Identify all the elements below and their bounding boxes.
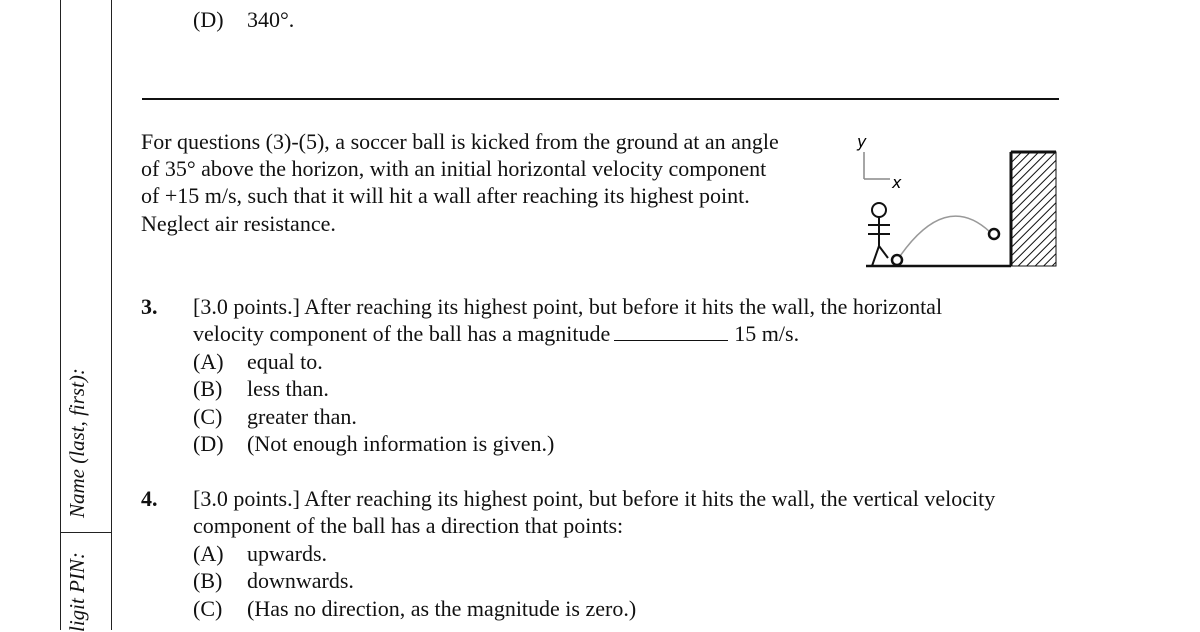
question-4-line-2: component of the ball has a direction that points: [193, 513, 624, 538]
name-pin-sidebar [0, 0, 112, 630]
option-text: upwards. [247, 541, 328, 566]
name-field-label: Name (last, first): [65, 368, 89, 518]
question-4-line-1: [3.0 points.] After reaching its highest point, but before it hits the wall, the vertical velocity [193, 486, 996, 511]
ball-start-icon [892, 255, 902, 265]
q4-option-b [193, 568, 354, 594]
question-3-line-2 [193, 321, 799, 347]
option-text: less than. [247, 376, 329, 401]
q3-option-c [193, 404, 357, 430]
option-letter: (B) [193, 568, 223, 593]
q3-option-b [193, 376, 329, 402]
prev-option-d [193, 7, 294, 33]
question-4-number: 4. [141, 486, 158, 511]
sidebar-separator [60, 532, 112, 533]
section-divider [142, 98, 1059, 100]
wall [1011, 152, 1056, 266]
option-letter: (B) [193, 376, 223, 401]
x-axis-label: x [892, 173, 902, 192]
q3-option-a [193, 349, 323, 375]
intro-line-1: For questions (3)-(5), a soccer ball is kicked from the ground at an angle [141, 129, 779, 154]
q3-option-d [193, 431, 554, 457]
question-3-line-1: [3.0 points.] After reaching its highest point, but before it hits the wall, the horizontal [193, 294, 943, 319]
ball-trajectory [898, 216, 990, 259]
axes-indicator [856, 132, 902, 192]
pin-field-label: ligit PIN: [65, 552, 89, 632]
question-3-number: 3. [141, 294, 158, 319]
sidebar-border-left [60, 0, 61, 630]
option-text: greater than. [247, 404, 357, 429]
question-3-text: velocity component of the ball has a magnitude [193, 321, 611, 346]
option-text: 340°. [247, 7, 295, 32]
option-letter: (C) [193, 596, 223, 621]
soccer-wall-diagram [850, 128, 1060, 273]
intro-line-4: Neglect air resistance. [141, 211, 336, 236]
intro-line-2: of 35° above the horizon, with an initial horizontal velocity component [141, 156, 767, 181]
q4-option-c [193, 596, 636, 622]
option-letter: (D) [193, 7, 224, 32]
option-text: equal to. [247, 349, 323, 374]
question-3-text-end: 15 m/s. [734, 321, 800, 346]
option-letter: (A) [193, 541, 224, 566]
answer-blank [614, 322, 728, 341]
intro-line-3: of +15 m/s, such that it will hit a wall after reaching its highest point. [141, 183, 750, 208]
option-letter: (A) [193, 349, 224, 374]
soccer-ball-icon [989, 229, 999, 239]
y-axis-label: y [857, 132, 867, 151]
option-text: (Has no direction, as the magnitude is zero.) [247, 596, 637, 621]
q4-option-a [193, 541, 327, 567]
stick-figure-icon [868, 203, 890, 266]
option-letter: (C) [193, 404, 223, 429]
option-letter: (D) [193, 431, 224, 456]
sidebar-border-right [111, 0, 112, 630]
option-text: (Not enough information is given.) [247, 431, 555, 456]
option-text: downwards. [247, 568, 354, 593]
